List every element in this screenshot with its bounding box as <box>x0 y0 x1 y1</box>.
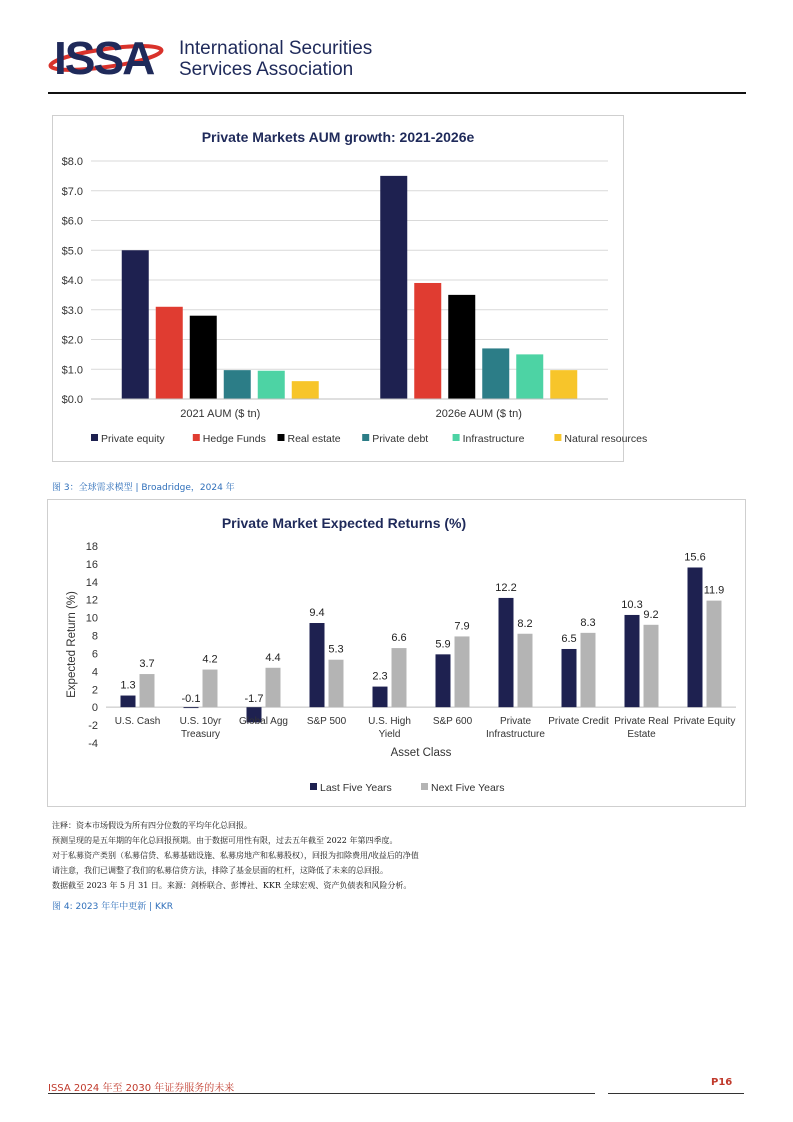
footer-title: ISSA 2024 年至 2030 年证券服务的未来 <box>48 1083 235 1094</box>
data-label: 2.3 <box>372 670 388 683</box>
figure-4-caption: 图 4: 2023 年年中更新 | KKR <box>52 902 174 912</box>
data-label: 6.5 <box>561 632 577 645</box>
y-tick-label: 4 <box>91 666 98 679</box>
chart-title: Private Market Expected Returns (%) <box>221 515 467 531</box>
org-name <box>179 38 372 80</box>
legend-label: Private debt <box>372 433 429 445</box>
y-tick-label: 0 <box>91 702 98 715</box>
x-category-label: S&P 500 <box>306 716 347 728</box>
bar <box>581 633 596 707</box>
bar <box>203 670 218 708</box>
legend-label: Last Five Years <box>320 782 392 794</box>
data-label: 12.2 <box>495 581 517 594</box>
y-tick-label: $6.0 <box>61 215 83 228</box>
y-tick-label: 6 <box>91 648 98 661</box>
x-category-label: U.S. Cash <box>114 716 161 728</box>
expected-returns-chart <box>48 500 745 806</box>
bar <box>184 707 199 708</box>
data-label: 4.2 <box>202 653 218 666</box>
bar <box>414 283 441 399</box>
org-name-line2: Services Association <box>179 59 354 80</box>
data-label: 7.9 <box>454 620 470 633</box>
data-label: 9.4 <box>309 607 325 620</box>
bar <box>380 176 407 399</box>
bar <box>644 625 659 707</box>
legend-swatch <box>91 434 98 441</box>
y-axis-title: Expected Return (%) <box>66 591 78 698</box>
data-label: -1.7 <box>244 693 264 706</box>
legend-label: Infrastructure <box>462 433 525 445</box>
bar <box>688 567 703 707</box>
x-category-label: 2026e AUM ($ tn) <box>435 408 522 420</box>
y-tick-label: $7.0 <box>61 185 83 198</box>
y-tick-label: 18 <box>85 541 98 553</box>
bar <box>156 307 183 399</box>
bar <box>292 381 319 399</box>
x-category-label: Infrastructure <box>486 729 545 741</box>
note-line: 数据截至 2023 年 5 月 31 日。来源：剑桥联合、彭博社、KKR 全球宏观、资产负债表和风险分析。 <box>52 881 412 890</box>
aum-growth-chart <box>53 116 648 461</box>
returns-chart-box <box>47 499 746 807</box>
logo-text: ISSA <box>54 32 154 84</box>
bar <box>455 636 470 707</box>
bar <box>140 674 155 707</box>
bar <box>373 687 388 708</box>
aum-chart-box <box>52 115 648 462</box>
y-tick-label: 2 <box>91 684 98 697</box>
bar <box>190 316 217 399</box>
bar <box>550 370 577 399</box>
bar <box>329 660 344 707</box>
bar <box>436 654 451 707</box>
data-label: 8.3 <box>580 616 596 629</box>
legend-swatch <box>453 434 460 441</box>
bar <box>562 649 577 707</box>
legend-swatch <box>554 434 561 441</box>
x-category-label: U.S. 10yr <box>179 716 222 728</box>
x-category-label: S&P 600 <box>432 716 473 728</box>
data-label: 1.3 <box>120 679 136 692</box>
y-tick-label: -4 <box>88 738 98 750</box>
figure-3-caption: 图 3：全球需求模型 | Broadridge，2024 年 <box>52 483 235 493</box>
y-tick-label: 8 <box>91 630 98 643</box>
x-category-label: Private Real <box>614 716 669 728</box>
y-tick-label: $2.0 <box>61 334 83 347</box>
data-label: 10.3 <box>621 598 643 611</box>
y-tick-label: $0.0 <box>61 394 83 406</box>
data-label: 5.9 <box>435 638 451 651</box>
x-category-label: Yield <box>378 729 401 741</box>
legend-label: Private equity <box>101 433 165 445</box>
chart-title: Private Markets AUM growth: 2021-2026e <box>201 129 475 145</box>
data-label: 15.6 <box>684 551 706 564</box>
legend-label: Real estate <box>287 433 341 445</box>
x-category-label: Treasury <box>180 729 221 741</box>
legend-swatch <box>278 434 285 441</box>
issa-logo <box>48 30 173 82</box>
y-tick-label: $5.0 <box>61 245 83 258</box>
y-tick-label: $3.0 <box>61 304 83 317</box>
y-tick-label: 14 <box>85 576 98 589</box>
y-tick-label: -2 <box>88 720 98 733</box>
note-line: 预测呈现的是五年期的年化总回报预期。由于数据可用性有限，过去五年截至 2022 年第四季度。 <box>52 836 398 845</box>
bar <box>499 598 514 707</box>
x-category-label: U.S. High <box>368 716 411 728</box>
data-label: -0.1 <box>181 693 201 706</box>
data-label: 6.6 <box>391 632 407 645</box>
y-tick-label: 16 <box>85 558 98 571</box>
data-label: 5.3 <box>328 643 344 656</box>
bar <box>625 615 640 707</box>
y-tick-label: 12 <box>85 594 98 607</box>
note-line: 对于私募资产类别（私募信贷、私募基础设施、私募房地产和私募股权），回报为扣除费用/收益后的净值 <box>52 851 419 860</box>
bar <box>224 370 251 399</box>
org-name-line1: International Securities <box>179 38 373 59</box>
bar <box>516 354 543 399</box>
data-label: 8.2 <box>517 617 533 630</box>
x-category-label: Global Agg <box>239 716 288 728</box>
data-label: 11.9 <box>703 584 725 597</box>
x-category-label: Private Equity <box>673 716 736 728</box>
bar <box>122 250 149 399</box>
y-tick-label: $4.0 <box>61 275 83 287</box>
x-axis-title: Asset Class <box>390 747 452 759</box>
bar <box>448 295 475 399</box>
x-category-label: Private Credit <box>548 716 609 728</box>
data-label: 4.4 <box>265 651 281 664</box>
note-line: 注释：资本市场假设为所有四分位数的平均年化总回报。 <box>52 821 252 830</box>
bar <box>310 623 325 707</box>
footer-divider <box>608 1093 744 1094</box>
bar <box>121 696 136 708</box>
legend-label: Next Five Years <box>431 782 505 794</box>
page-number: P16 <box>711 1077 733 1088</box>
note-line: 请注意，我们已调整了我们的私募信贷方法，排除了基金层面的杠杆，这降低了未来的总回报。 <box>52 866 388 875</box>
y-tick-label: $1.0 <box>61 364 83 377</box>
bar <box>518 634 533 707</box>
data-label: 3.7 <box>139 658 155 671</box>
x-category-label: 2021 AUM ($ tn) <box>180 408 261 420</box>
data-label: 9.2 <box>643 608 659 621</box>
legend-swatch <box>421 783 428 790</box>
footer-divider <box>48 1093 595 1094</box>
legend-swatch <box>310 783 317 790</box>
legend-label: Hedge Funds <box>202 433 266 445</box>
legend-label: Natural resources <box>564 433 648 445</box>
legend-swatch <box>362 434 369 441</box>
bar <box>258 371 285 399</box>
notes-block <box>52 818 652 893</box>
bar <box>482 348 509 399</box>
bar <box>707 601 722 708</box>
y-tick-label: 10 <box>85 612 98 625</box>
legend-swatch <box>193 434 200 441</box>
x-category-label: Private <box>499 716 532 728</box>
bar <box>392 648 407 707</box>
x-category-label: Estate <box>627 729 656 741</box>
bar <box>266 668 281 707</box>
page-header <box>48 30 746 94</box>
y-tick-label: $8.0 <box>61 156 83 168</box>
